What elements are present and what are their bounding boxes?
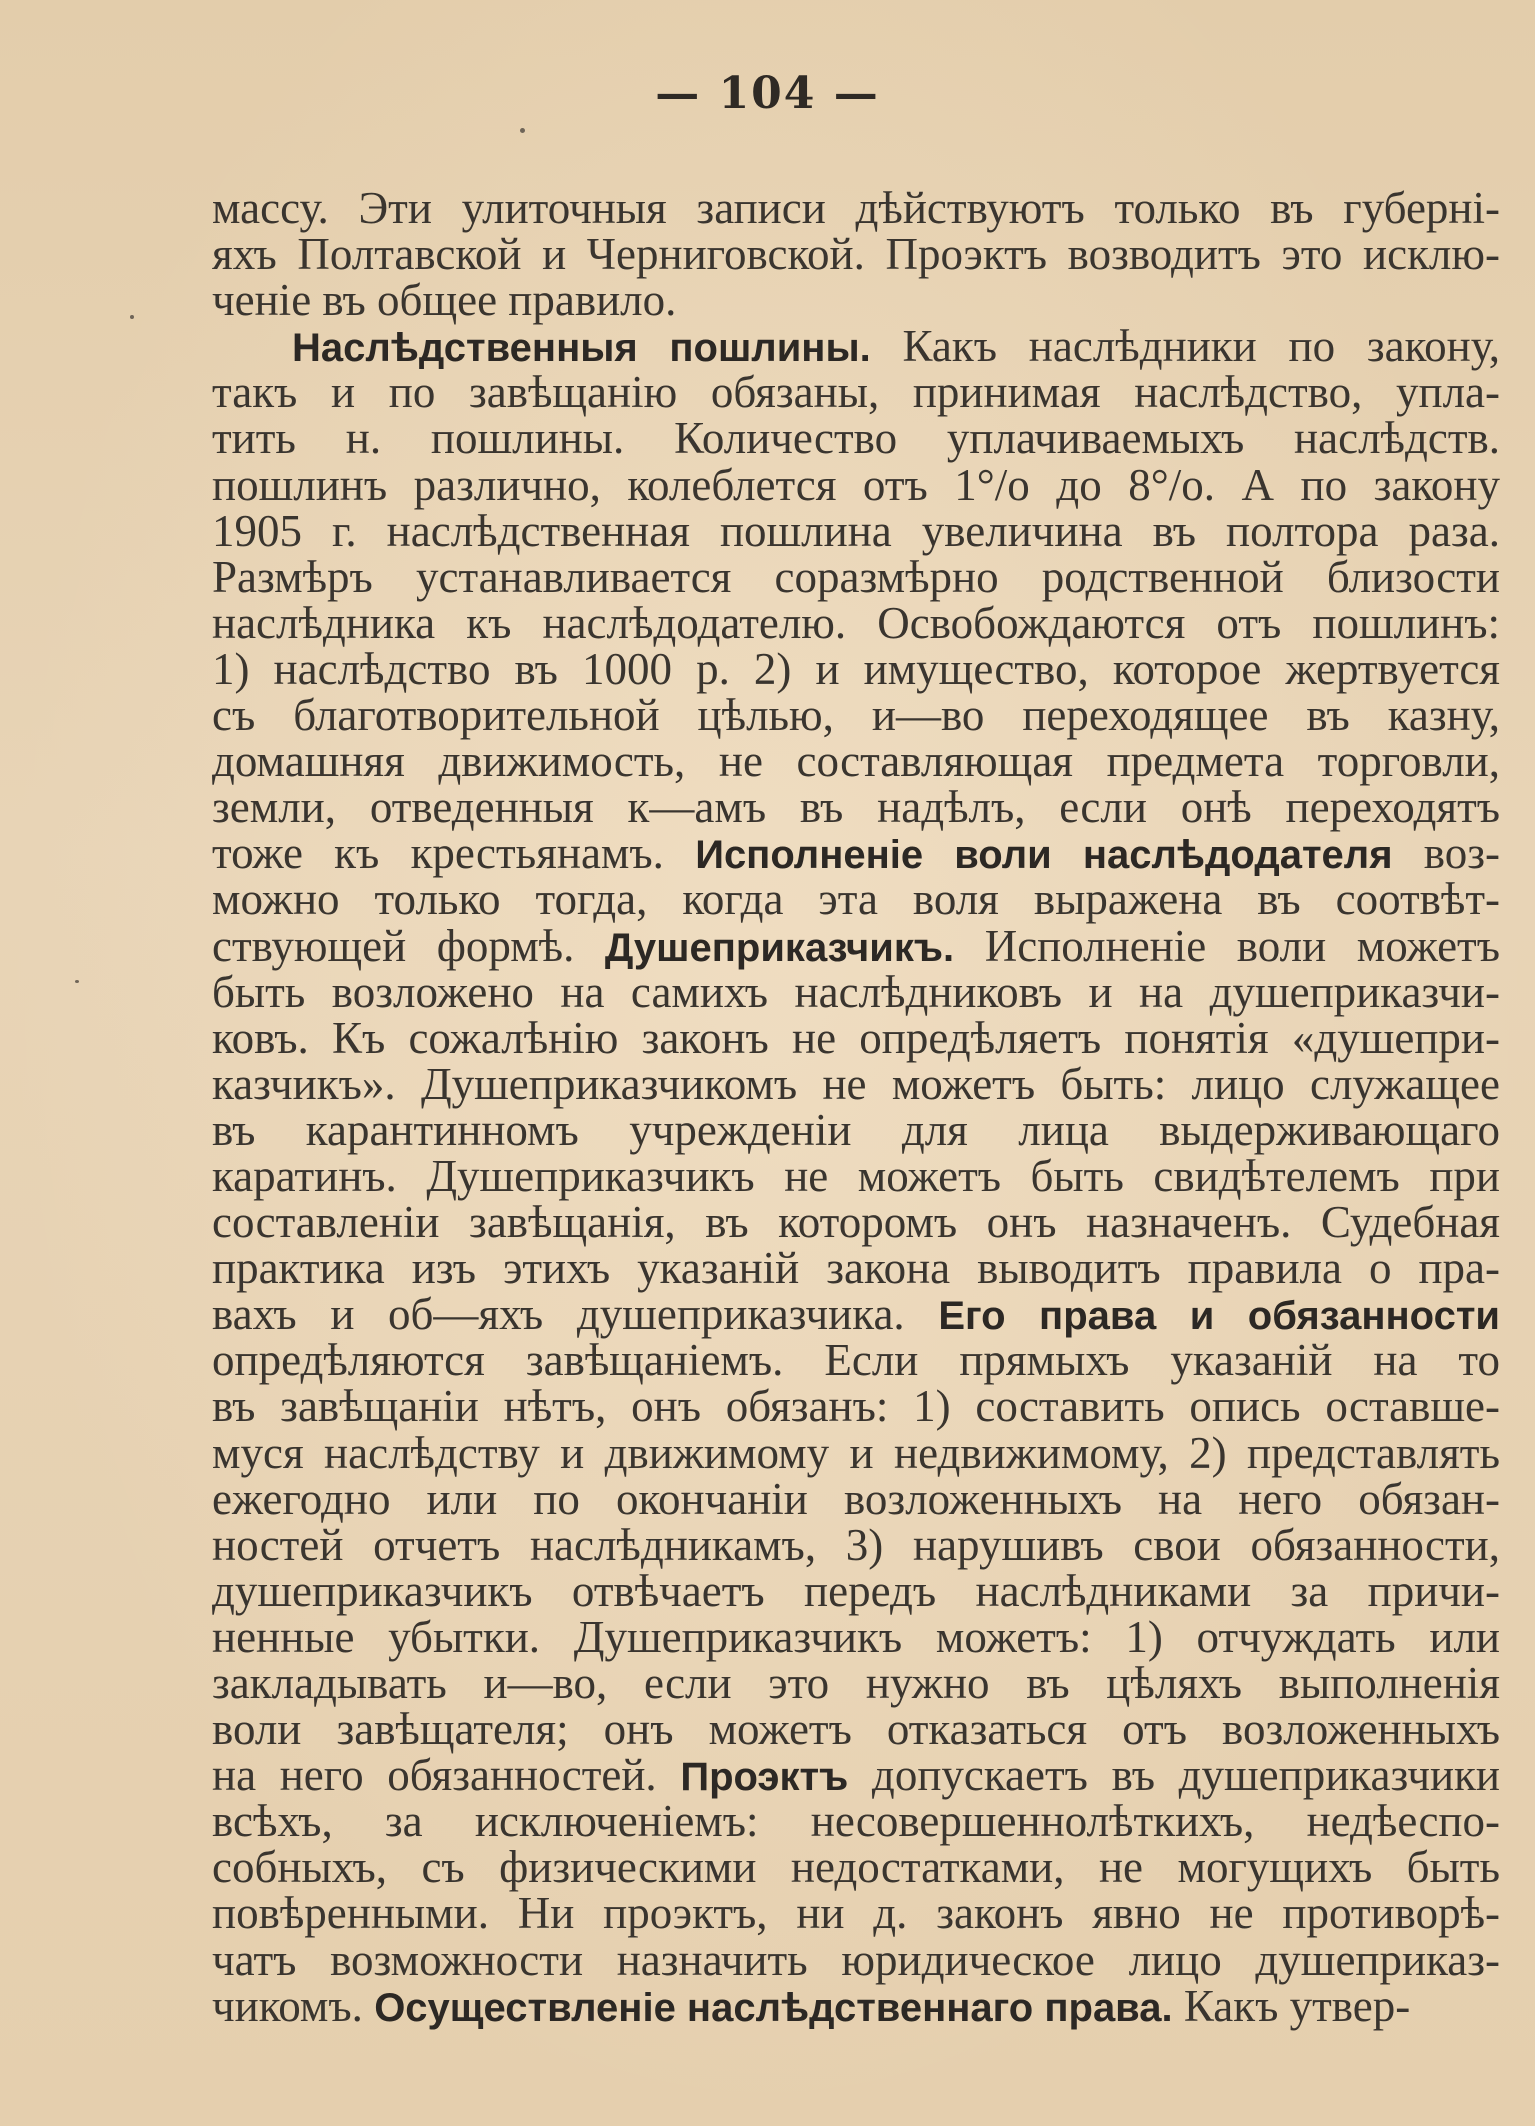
text-line (212, 1058, 1500, 1109)
text-line (212, 874, 1500, 925)
text-line (212, 828, 1501, 879)
text-run: допускаетъ въ душеприказчики (848, 1750, 1500, 1801)
text-line (212, 1289, 1501, 1340)
text-line (212, 1750, 1500, 1801)
text-run: Размѣръ устанавливается соразмѣрно родственной близости (212, 551, 1500, 602)
text-run: пошлинъ различно, колеблется отъ 1°/о до 8°/о. А по закону (212, 459, 1500, 510)
text-line (212, 185, 1500, 231)
text-run: такъ и по завѣщанію обязаны, принимая наслѣдство, упла- (212, 367, 1500, 418)
text-run: на него обязанностей. (212, 1750, 681, 1801)
text-run: быть возложено на самихъ наслѣдниковъ и на душеприказчи- (212, 966, 1500, 1017)
text-line (212, 413, 1500, 464)
text-line (212, 1381, 1500, 1432)
text-run: ежегодно или по окончаніи возложенныхъ на него обязан- (212, 1473, 1500, 1524)
text-run: массу. Эти улиточныя записи дѣйствуютъ только въ губерні- (212, 183, 1500, 233)
text-run: Исполненіе воли можетъ (954, 920, 1500, 971)
text-line (212, 1796, 1500, 1847)
text-run: муся наслѣдству и движимому и недвижимому, 2) представлять (212, 1427, 1500, 1478)
text-run: повѣренными. Ни проэктъ, ни д. законъ явно не противорѣ- (212, 1888, 1500, 1939)
paper-speck (130, 315, 134, 319)
text-run: яхъ Полтавской и Черниговской. Проэктъ возводитъ это исклю- (212, 229, 1500, 280)
body-text (212, 185, 1500, 2029)
text-line (212, 597, 1500, 648)
text-run: чатъ возможности назначить юридическое лицо душеприказ- (212, 1934, 1500, 1985)
text-run: вахъ и об—яхъ душеприказчика. (212, 1289, 939, 1340)
text-line (212, 1197, 1500, 1248)
text-line (212, 229, 1500, 280)
page-number: — 104 — (655, 68, 880, 119)
text-run: ненные убытки. Душеприказчикъ можетъ: 1) отчуждать или (212, 1611, 1500, 1662)
text-line (212, 1335, 1500, 1386)
text-run: Какъ утвер- (1172, 1980, 1411, 2031)
text-run: тоже къ крестьянамъ. (212, 828, 696, 879)
text-line (212, 1565, 1500, 1616)
text-run: 1905 г. наслѣдственная пошлина увеличина въ полтора раза. (212, 505, 1500, 556)
text-run: домашняя движимость, не составляющая предмета торговли, (212, 736, 1500, 787)
text-run: всѣхъ, за исключеніемъ: несовершеннолѣткихъ, недѣеспо- (212, 1796, 1500, 1847)
text-line (212, 1243, 1500, 1294)
text-line (212, 966, 1500, 1017)
text-run: душеприказчикъ отвѣчаетъ передъ наслѣдниками за причи- (212, 1565, 1500, 1616)
text-run: воли завѣщателя; онъ можетъ отказаться отъ возложенныхъ (212, 1704, 1500, 1755)
bold-heading: Осуществленіе наслѣдственнаго права. (374, 1985, 1173, 2030)
text-run: воз- (1392, 828, 1501, 879)
text-run: закладывать и—во, если это нужно въ цѣляхъ выполненія (212, 1658, 1500, 1708)
text-run: ченіе въ общее правило. (212, 275, 677, 326)
text-line (212, 1660, 1500, 1706)
text-line (212, 1704, 1500, 1755)
text-line (212, 1611, 1500, 1662)
text-line (212, 1842, 1500, 1893)
text-run: 1) наслѣдство въ 1000 р. 2) и имущество, которое жертвуется (212, 643, 1500, 694)
text-run: практика изъ этихъ указаній закона выводитъ правила о пра- (212, 1243, 1500, 1294)
text-run: съ благотворительной цѣлью, и—во переходящее въ казну, (212, 690, 1500, 741)
text-run: наслѣдника къ наслѣдодателю. Освобождаются отъ пошлинъ: (212, 597, 1500, 648)
text-run: составленіи завѣщанія, въ которомъ онъ назначенъ. Судебная (212, 1197, 1500, 1248)
text-line (212, 1473, 1500, 1524)
text-line (212, 459, 1500, 510)
text-line (212, 1934, 1500, 1985)
paper-speck (75, 980, 79, 983)
text-line (212, 1888, 1500, 1939)
text-line (212, 321, 1501, 372)
text-line (212, 690, 1500, 741)
text-run: Какъ наслѣдники по закону, (870, 321, 1501, 372)
text-line (212, 367, 1500, 418)
text-line (212, 1980, 1500, 2031)
text-run: въ карантинномъ учрежденіи для лица выдерживающаго (212, 1104, 1500, 1155)
text-line (212, 1150, 1500, 1201)
text-run: казчикъ». Душеприказчикомъ не можетъ быть: лицо служащее (212, 1058, 1500, 1109)
bold-heading: Проэктъ (680, 1755, 849, 1800)
text-line (212, 782, 1500, 833)
bold-heading: Душеприказчикъ. (604, 925, 955, 970)
text-run: ностей отчетъ наслѣдникамъ, 3) нарушивъ свои обязанности, (212, 1519, 1500, 1570)
paper-speck (520, 128, 525, 133)
bold-heading: Исполненіе воли наслѣдодателя (695, 833, 1393, 878)
text-line (212, 275, 1500, 326)
text-line (212, 1104, 1500, 1155)
text-line (212, 505, 1500, 556)
text-run: земли, отведенныя к—амъ въ надѣлъ, если онѣ переходятъ (212, 782, 1500, 833)
text-line (212, 551, 1500, 602)
text-run: ствующей формѣ. (212, 920, 605, 971)
bold-heading: Наслѣдственныя пошлины. (292, 326, 871, 371)
text-run: опредѣляются завѣщаніемъ. Если прямыхъ указаній на то (212, 1335, 1500, 1386)
text-line (212, 1012, 1500, 1063)
text-run: собныхъ, съ физическими недостатками, не могущихъ быть (212, 1842, 1500, 1893)
text-line (212, 1519, 1500, 1570)
text-line (212, 1427, 1500, 1478)
text-line (212, 920, 1500, 971)
text-run: ковъ. Къ сожалѣнію законъ не опредѣляетъ понятія «душепри- (212, 1012, 1500, 1063)
text-line (212, 736, 1500, 787)
text-run: каратинъ. Душеприказчикъ не можетъ быть свидѣтелемъ при (212, 1150, 1500, 1201)
bold-heading: Его права и обязанности (938, 1294, 1501, 1339)
text-run: въ завѣщаніи нѣтъ, онъ обязанъ: 1) составить опись оставше- (212, 1381, 1500, 1432)
text-run: чикомъ. (212, 1980, 375, 2031)
text-run: тить н. пошлины. Количество уплачиваемыхъ наслѣдств. (212, 413, 1500, 464)
text-run: можно только тогда, когда эта воля выражена въ соотвѣт- (212, 874, 1500, 925)
text-line (212, 643, 1500, 694)
